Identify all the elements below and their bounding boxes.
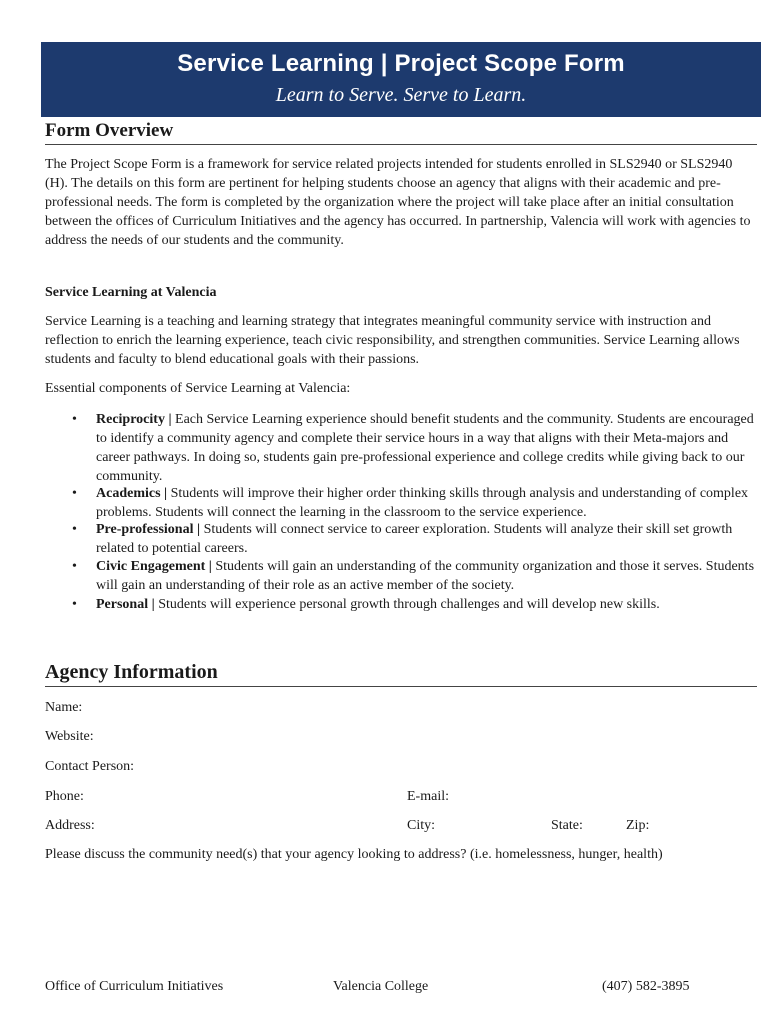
state-field-label[interactable]: State: xyxy=(551,818,583,833)
component-text: Each Service Learning experience should benefit students and the community. Students are encouraged to identify a community agency and complete their service hours in a way that aligns with their Meta-majors and career pathways. In doing so, students gain pre-professional experience and college credits while giving back to our community. xyxy=(96,412,754,484)
list-item xyxy=(45,410,757,486)
list-item xyxy=(45,520,757,558)
component-text: Students will gain an understanding of the community organization and those it serves. Students will gain an understanding of their role as an active member of the society. xyxy=(96,559,755,593)
form-overview-text: The Project Scope Form is a framework for service related projects intended for students enrolled in SLS2940 or SLS2940 (H). The details on this form are pertinent for helping students choose an agency that aligns with their academic and pre-professional needs. The form is completed by the organization where the project will take place after an initial consultation between the offices of Curriculum Initiatives and the agency has occurred. In partnership, Valencia will work with agencies to address the needs of our students and the community. xyxy=(45,157,751,248)
email-field-label[interactable]: E-mail: xyxy=(407,789,449,804)
component-term: Academics | xyxy=(96,486,168,501)
header-banner xyxy=(41,42,761,117)
contact-person-field-label[interactable]: Contact Person: xyxy=(45,759,135,774)
list-item xyxy=(45,484,757,522)
footer-office: Office of Curriculum Initiatives xyxy=(45,979,224,994)
component-term: Civic Engagement | xyxy=(96,559,212,574)
city-field-label[interactable]: City: xyxy=(407,818,436,833)
component-term: Reciprocity | xyxy=(96,412,172,427)
bullet-icon: • xyxy=(72,486,77,501)
list-item xyxy=(45,595,757,614)
address-field-label[interactable]: Address: xyxy=(45,818,95,833)
component-text: Students will experience personal growth through challenges and will develop new skills. xyxy=(154,597,660,612)
footer-phone: (407) 582-3895 xyxy=(602,979,690,994)
bullet-icon: • xyxy=(72,522,77,537)
components-list xyxy=(45,410,757,614)
phone-field-label[interactable]: Phone: xyxy=(45,789,84,804)
components-intro: Essential components of Service Learning at Valencia: xyxy=(45,381,351,396)
zip-field-label[interactable]: Zip: xyxy=(626,818,650,833)
component-text: Students will connect service to career exploration. Students will analyze their skill set growth related to potential careers. xyxy=(96,522,733,556)
form-overview-heading: Form Overview xyxy=(45,120,757,145)
bullet-icon: • xyxy=(72,559,77,574)
bullet-icon: • xyxy=(72,597,77,612)
service-learning-text: Service Learning is a teaching and learning strategy that integrates meaningful community service with instruction and reflection to enrich the learning experience, teach civic responsibility, and strengthen communities. Service Learning allows students and faculty to blend educational goals with their passions. xyxy=(45,314,740,367)
bullet-icon: • xyxy=(72,412,77,427)
component-text: Students will improve their higher order thinking skills through analysis and understanding of complex problems. Students will connect the learning in the classroom to the service experience. xyxy=(96,486,749,520)
form-tagline: Learn to Serve. Serve to Learn. xyxy=(275,84,527,106)
service-learning-heading: Service Learning at Valencia xyxy=(45,285,217,300)
website-field-label[interactable]: Website: xyxy=(45,729,94,744)
form-title: Service Learning | Project Scope Form xyxy=(177,50,625,77)
component-term: Pre-professional | xyxy=(96,522,201,537)
list-item xyxy=(45,557,757,595)
name-field-label[interactable]: Name: xyxy=(45,700,83,715)
community-need-question[interactable]: Please discuss the community need(s) that your agency looking to address? (i.e. homelessness, hunger, health) xyxy=(45,847,663,862)
agency-information-heading: Agency Information xyxy=(45,661,757,687)
footer-college: Valencia College xyxy=(333,979,429,994)
component-term: Personal | xyxy=(96,597,155,612)
